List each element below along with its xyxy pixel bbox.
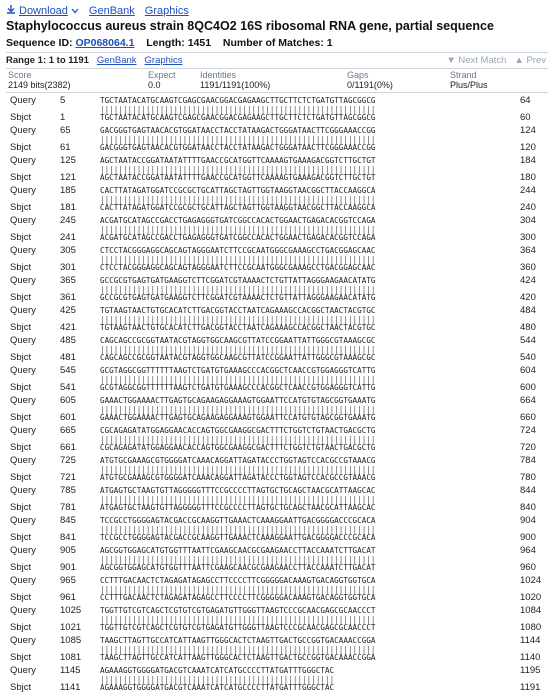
sbjct-start: 61 <box>60 142 71 153</box>
sbjct-start: 421 <box>60 322 76 333</box>
query-sequence: GACGGGTGAGTAACACGTGGATAACCTACCTATAAGACTGGGATAACTTCGGGAAACCGG <box>100 126 376 135</box>
sbjct-label: Sbjct <box>10 322 32 333</box>
sbjct-label: Sbjct <box>10 472 32 483</box>
sbjct-start: 181 <box>60 202 76 213</box>
query-end: 424 <box>520 275 536 286</box>
match-bars: |||||||||||||||||||||||||||||||||||||||||||||||||||||||||||| <box>100 645 376 654</box>
sbjct-label: Sbjct <box>10 442 32 453</box>
identities-value: 1191/1191(100%) <box>200 80 271 90</box>
sbjct-label: Sbjct <box>10 142 32 153</box>
prev-match-link[interactable]: ▲ Prev <box>514 55 546 66</box>
sbjct-start: 781 <box>60 502 76 513</box>
sbjct-start: 241 <box>60 232 76 243</box>
query-start: 125 <box>60 155 76 166</box>
match-bars: |||||||||||||||||||||||||||||||||||||||||||||||||||||||||||| <box>100 345 376 354</box>
query-end: 1084 <box>520 605 542 616</box>
genbank-link[interactable]: GenBank <box>88 4 135 17</box>
sbjct-end: 300 <box>520 232 536 243</box>
query-label: Query <box>10 485 36 496</box>
query-label: Query <box>10 215 36 226</box>
query-label: Query <box>10 665 36 676</box>
query-sequence: ATGTGCGAAAGCGTGGGGATCAAACAGGATTAGATACCCTGGTAGTCCACGCCGTAAACG <box>100 456 376 465</box>
sbjct-end: 840 <box>520 502 536 513</box>
sbjct-start: 481 <box>60 352 76 363</box>
sbjct-label: Sbjct <box>10 202 32 213</box>
query-sequence: CACTTATAGATGGATCCGCGCTGCATTAGCTAGTTGGTAAGGTAACGGCTTACCAAGGCA <box>100 186 376 195</box>
sbjct-end: 1080 <box>520 622 542 633</box>
sbjct-start: 901 <box>60 562 76 573</box>
sbjct-label: Sbjct <box>10 382 32 393</box>
query-label: Query <box>10 125 36 136</box>
next-match-link[interactable]: ▼ Next Match <box>446 55 507 66</box>
query-start: 905 <box>60 545 76 556</box>
query-start: 1085 <box>60 635 82 646</box>
sbjct-sequence: AGAAAGGTGGGGATGACGTCAAATCATCATGCCCCTTATGATTTGGGCTAC <box>100 683 335 692</box>
match-bars: |||||||||||||||||||||||||||||||||||||||||||||||||||||||||||| <box>100 555 376 564</box>
sbjct-label: Sbjct <box>10 232 32 243</box>
sbjct-start: 841 <box>60 532 76 543</box>
query-sequence: AGCTAATACCGGATAATATTTTGAACCGCATGGTTCAAAAGTGAAAGACGGTCTTGCTGT <box>100 156 376 165</box>
sbjct-end: 900 <box>520 532 536 543</box>
sbjct-start: 1081 <box>60 652 82 663</box>
matches-label: Number of Matches: <box>222 37 324 49</box>
sbjct-end: 960 <box>520 562 536 573</box>
sbjct-start: 541 <box>60 382 76 393</box>
query-end: 964 <box>520 545 536 556</box>
query-end: 844 <box>520 485 536 496</box>
graphics-link[interactable]: Graphics <box>144 4 189 17</box>
sbjct-end: 600 <box>520 382 536 393</box>
match-bars: |||||||||||||||||||||||||||||||||||||||||||||||||||||||||||| <box>100 585 376 594</box>
match-bars: |||||||||||||||||||||||||||||||||||||||||||||||||||||||||||| <box>100 525 376 534</box>
query-end: 1144 <box>520 635 541 646</box>
stat-strand <box>450 70 488 90</box>
query-start: 605 <box>60 395 76 406</box>
sequence-id-label: Sequence ID: <box>6 37 73 49</box>
sbjct-end: 1020 <box>520 592 542 603</box>
query-sequence: CAGCAGCCGCGGTAATACGTAGGTGGCAAGCGTTATCCGGAATTATTGGGCGTAAAGCGC <box>100 336 376 345</box>
download-label: Download <box>19 4 68 17</box>
query-end: 184 <box>520 155 536 166</box>
query-label: Query <box>10 515 36 526</box>
query-sequence: GCGTAGGCGGTTTTTTAAGTCTGATGTGAAAGCCCACGGCTCAACCGTGGAGGGTCATTG <box>100 366 376 375</box>
sbjct-end: 60 <box>520 112 531 123</box>
query-end: 244 <box>520 185 536 196</box>
sbjct-sequence: CTCCTACGGGAGGCAGCAGTAGGGAATCTTCCGCAATGGGCGAAAGCCTGACGGAGCAAC <box>100 263 376 272</box>
query-sequence: CTCCTACGGGAGGCAGCAGTAGGGAATCTTCCGCAATGGGCGAAAGCCTGACGGAGCAAC <box>100 246 376 255</box>
sbjct-end: 420 <box>520 292 536 303</box>
range-bar <box>6 52 548 69</box>
query-sequence: CGCAGAGATATGGAGGAACACCAGTGGCGAAGGCGACTTTCTGGTCTGTAACTGACGCTG <box>100 426 376 435</box>
page-title: Staphylococcus aureus strain 8QC4O2 16S ribosomal RNA gene, partial sequence <box>6 19 494 33</box>
range-graphics-link[interactable]: Graphics <box>144 55 183 66</box>
query-sequence: AGAAAGGTGGGGATGACGTCAAATCATCATGCCCCTTATGATTTGGGCTAC <box>100 666 335 675</box>
strand-value: Plus/Plus <box>450 80 488 90</box>
sbjct-end: 240 <box>520 202 536 213</box>
sbjct-sequence: CGCAGAGATATGGAGGAACACCAGTGGCGAAGGCGACTTTCTGGTCTGTAACTGACGCTG <box>100 443 376 452</box>
expect-value: 0.0 <box>148 80 161 90</box>
query-sequence: TCCGCCTGGGGAGTACGACCGCAAGGTTGAAACTCAAAGGAATTGACGGGGACCCGCACA <box>100 516 376 525</box>
sbjct-label: Sbjct <box>10 262 32 273</box>
sbjct-label: Sbjct <box>10 172 32 183</box>
strand-header: Strand <box>450 70 477 80</box>
query-sequence: TGGTTGTCGTCAGCTCGTGTCGTGAGATGTTGGGTTAAGTCCCGCAACGAGCGCAACCCT <box>100 606 376 615</box>
query-end: 604 <box>520 365 536 376</box>
query-sequence: TGCTAATACATGCAAGTCGAGCGAACGGACGAGAAGCTTGCTTCTCTGATGTTAGCGGCG <box>100 96 376 105</box>
sbjct-sequence: TCCGCCTGGGGAGTACGACCGCAAGGTTGAAACTCAAAGGAATTGACGGGGACCCGCACA <box>100 533 376 542</box>
sbjct-sequence: TAAGCTTAGTTGCCATCATTAAGTTGGGCACTCTAAGTTGACTGCCGGTGACAAACCGGA <box>100 653 376 662</box>
query-label: Query <box>10 425 36 436</box>
match-bars: |||||||||||||||||||||||||||||||||||||||||||||||||||||||||||| <box>100 225 376 234</box>
query-start: 1025 <box>60 605 82 616</box>
query-sequence: GAAACTGGAAAACTTGAGTGCAGAAGAGGAAAGTGGAATTCCATGTGTAGCGGTGAAATG <box>100 396 376 405</box>
query-start: 545 <box>60 365 76 376</box>
alignment-stats <box>6 70 548 93</box>
match-bars: |||||||||||||||||||||||||||||||||||||||||||||||||||||||||||| <box>100 405 376 414</box>
match-bars: |||||||||||||||||||||||||||||||||||||||||||||||||||||||||||| <box>100 315 376 324</box>
query-end: 904 <box>520 515 536 526</box>
chevron-down-icon <box>71 5 79 17</box>
query-start: 365 <box>60 275 76 286</box>
sbjct-label: Sbjct <box>10 682 32 693</box>
match-bars: |||||||||||||||||||||||||||||||||||||||||||||||||||||||||||| <box>100 105 376 114</box>
query-label: Query <box>10 455 36 466</box>
sbjct-label: Sbjct <box>10 112 32 123</box>
query-start: 485 <box>60 335 76 346</box>
sbjct-end: 480 <box>520 322 536 333</box>
sbjct-sequence: AGCTAATACCGGATAATATTTTGAACCGCATGGTTCAAAAGTGAAAGACGGTCTTGCTGT <box>100 173 376 182</box>
query-label: Query <box>10 275 36 286</box>
sbjct-end: 1191 <box>520 682 541 693</box>
sbjct-sequence: GCCGCGTGAGTGATGAAGGTCTTCGGATCGTAAAACTCTGTTATTAGGGAAGAACATATG <box>100 293 376 302</box>
match-bars: |||||||||||||||||||||||||||||||||||||||||||||||||||||||||||| <box>100 495 376 504</box>
sequence-info <box>6 37 333 49</box>
query-label: Query <box>10 335 36 346</box>
download-menu[interactable] <box>6 4 79 17</box>
query-start: 665 <box>60 425 76 436</box>
sbjct-label: Sbjct <box>10 622 32 633</box>
match-bars: |||||||||||||||||||||||||||||||||||||||||||||||||||||||||||| <box>100 255 376 264</box>
query-end: 304 <box>520 215 536 226</box>
match-bars: |||||||||||||||||||||||||||||||||||||||||||||||||||||||||||| <box>100 615 376 624</box>
match-bars: |||||||||||||||||||||||||||||||||||||||||||||||||||||||||||| <box>100 135 376 144</box>
length-value: 1451 <box>187 37 212 49</box>
query-end: 1195 <box>520 665 541 676</box>
download-icon <box>6 4 16 17</box>
query-sequence: ATGAGTGCTAAGTGTTAGGGGGTTTCCGCCCCTTAGTGCTGCAGCTAACGCATTAAGCAC <box>100 486 376 495</box>
query-start: 305 <box>60 245 76 256</box>
match-bars: ||||||||||||||||||||||||||||||||||||||||||||||||||| <box>100 675 335 684</box>
sbjct-sequence: TGTAAGTAACTGTGCACATCTTGACGGTACCTAATCAGAAAGCCACGGCTAACTACGTGC <box>100 323 376 332</box>
query-label: Query <box>10 185 36 196</box>
match-bars: |||||||||||||||||||||||||||||||||||||||||||||||||||||||||||| <box>100 195 376 204</box>
range-label: Range 1: 1 to 1191 <box>6 55 89 66</box>
sbjct-start: 601 <box>60 412 76 423</box>
length-label: Length: <box>146 37 185 49</box>
query-label: Query <box>10 545 36 556</box>
sbjct-start: 1141 <box>60 682 81 693</box>
query-start: 185 <box>60 185 76 196</box>
sbjct-label: Sbjct <box>10 652 32 663</box>
query-start: 965 <box>60 575 76 586</box>
sbjct-end: 780 <box>520 472 536 483</box>
sbjct-sequence: CACTTATAGATGGATCCGCGCTGCATTAGCTAGTTGGTAAGGTAACGGCTTACCAAGGCA <box>100 203 376 212</box>
sbjct-start: 121 <box>60 172 76 183</box>
sbjct-end: 1140 <box>520 652 541 663</box>
query-start: 845 <box>60 515 76 526</box>
query-end: 64 <box>520 95 531 106</box>
sbjct-label: Sbjct <box>10 292 32 303</box>
match-bars: |||||||||||||||||||||||||||||||||||||||||||||||||||||||||||| <box>100 465 376 474</box>
sbjct-end: 180 <box>520 172 536 183</box>
query-end: 364 <box>520 245 536 256</box>
query-sequence: ACGATGCATAGCCGACCTGAGAGGGTGATCGGCCACACTGGAACTGAGACACGGTCCAGA <box>100 216 376 225</box>
sbjct-sequence: TGCTAATACATGCAAGTCGAGCGAACGGACGAGAAGCTTGCTTCTCTGATGTTAGCGGCG <box>100 113 376 122</box>
gaps-header: Gaps <box>347 70 369 80</box>
query-start: 1145 <box>60 665 81 676</box>
expect-header: Expect <box>148 70 176 80</box>
query-start: 5 <box>60 95 66 106</box>
sbjct-end: 660 <box>520 412 536 423</box>
sbjct-end: 540 <box>520 352 536 363</box>
query-label: Query <box>10 95 36 106</box>
match-bars: |||||||||||||||||||||||||||||||||||||||||||||||||||||||||||| <box>100 165 376 174</box>
sbjct-label: Sbjct <box>10 412 32 423</box>
sbjct-start: 721 <box>60 472 76 483</box>
query-label: Query <box>10 605 36 616</box>
gaps-value: 0/1191(0%) <box>347 80 393 90</box>
query-end: 724 <box>520 425 536 436</box>
match-bars: |||||||||||||||||||||||||||||||||||||||||||||||||||||||||||| <box>100 375 376 384</box>
sbjct-start: 361 <box>60 292 76 303</box>
query-end: 1024 <box>520 575 542 586</box>
range-genbank-link[interactable]: GenBank <box>96 55 137 66</box>
stat-expect <box>148 70 176 90</box>
query-label: Query <box>10 575 36 586</box>
sbjct-end: 120 <box>520 142 536 153</box>
query-label: Query <box>10 365 36 376</box>
query-end: 664 <box>520 395 536 406</box>
query-label: Query <box>10 635 36 646</box>
sbjct-end: 360 <box>520 262 536 273</box>
query-sequence: CCTTTGACAACTCTAGAGATAGAGCCTTCCCCTTCGGGGGACAAAGTGACAGGTGGTGCA <box>100 576 376 585</box>
match-bars: |||||||||||||||||||||||||||||||||||||||||||||||||||||||||||| <box>100 435 376 444</box>
query-label: Query <box>10 155 36 166</box>
query-start: 245 <box>60 215 76 226</box>
match-bars: |||||||||||||||||||||||||||||||||||||||||||||||||||||||||||| <box>100 285 376 294</box>
sbjct-sequence: CCTTTGACAACTCTAGAGATAGAGCCTTCCCCTTCGGGGGACAAAGTGACAGGTGGTGCA <box>100 593 376 602</box>
sbjct-label: Sbjct <box>10 532 32 543</box>
sbjct-end: 720 <box>520 442 536 453</box>
sbjct-start: 961 <box>60 592 76 603</box>
sbjct-sequence: ATGAGTGCTAAGTGTTAGGGGGTTTCCGCCCCTTAGTGCTGCAGCTAACGCATTAAGCAC <box>100 503 376 512</box>
query-end: 124 <box>520 125 536 136</box>
sequence-id-link[interactable]: OP068064.1 <box>75 37 135 49</box>
score-value: 2149 bits(2382) <box>8 80 71 90</box>
query-sequence: AGCGGTGGAGCATGTGGTTTAATTCGAAGCAACGCGAAGAACCTTACCAAATCTTGACAT <box>100 546 376 555</box>
sbjct-start: 301 <box>60 262 76 273</box>
query-end: 544 <box>520 335 536 346</box>
sbjct-sequence: AGCGGTGGAGCATGTGGTTTAATTCGAAGCAACGCGAAGAACCTTACCAAATCTTGACAT <box>100 563 376 572</box>
query-start: 785 <box>60 485 76 496</box>
matches-value: 1 <box>326 37 333 49</box>
sbjct-sequence: CAGCAGCCGCGGTAATACGTAGGTGGCAAGCGTTATCCGGAATTATTGGGCGTAAAGCGC <box>100 353 376 362</box>
identities-header: Identities <box>200 70 237 80</box>
sbjct-sequence: GCGTAGGCGGTTTTTTAAGTCTGATGTGAAAGCCCACGGCTCAACCGTGGAGGGTCATTG <box>100 383 376 392</box>
query-label: Query <box>10 395 36 406</box>
query-label: Query <box>10 305 36 316</box>
sbjct-label: Sbjct <box>10 352 32 363</box>
sbjct-sequence: GACGGGTGAGTAACACGTGGATAACCTACCTATAAGACTGGGATAACTTCGGGAAACCGG <box>100 143 376 152</box>
sbjct-label: Sbjct <box>10 592 32 603</box>
sbjct-start: 1 <box>60 112 66 123</box>
query-sequence: GCCGCGTGAGTGATGAAGGTCTTCGGATCGTAAAACTCTGTTATTAGGGAAGAACATATG <box>100 276 376 285</box>
query-sequence: TAAGCTTAGTTGCCATCATTAAGTTGGGCACTCTAAGTTGACTGCCGGTGACAAACCGGA <box>100 636 376 645</box>
query-end: 784 <box>520 455 536 466</box>
stat-score <box>8 70 71 90</box>
sbjct-start: 1021 <box>60 622 82 633</box>
query-start: 425 <box>60 305 76 316</box>
sbjct-sequence: ATGTGCGAAAGCGTGGGGATCAAACAGGATTAGATACCCTGGTAGTCCACGCCGTAAACG <box>100 473 376 482</box>
score-header: Score <box>8 70 32 80</box>
toolbar <box>6 4 189 17</box>
sbjct-label: Sbjct <box>10 562 32 573</box>
sbjct-sequence: GAAACTGGAAAACTTGAGTGCAGAAGAGGAAAGTGGAATTCCATGTGTAGCGGTGAAATG <box>100 413 376 422</box>
stat-identities <box>200 70 270 90</box>
query-start: 65 <box>60 125 71 136</box>
sbjct-start: 661 <box>60 442 76 453</box>
sbjct-sequence: TGGTTGTCGTCAGCTCGTGTCGTGAGATGTTGGGTTAAGTCCCGCAACGAGCGCAACCCT <box>100 623 376 632</box>
query-end: 484 <box>520 305 536 316</box>
query-sequence: TGTAAGTAACTGTGCACATCTTGACGGTACCTAATCAGAAAGCCACGGCTAACTACGTGC <box>100 306 376 315</box>
stat-gaps <box>347 70 393 90</box>
sbjct-sequence: ACGATGCATAGCCGACCTGAGAGGGTGATCGGCCACACTGGAACTGAGACACGGTCCAGA <box>100 233 376 242</box>
query-label: Query <box>10 245 36 256</box>
query-start: 725 <box>60 455 76 466</box>
sbjct-label: Sbjct <box>10 502 32 513</box>
